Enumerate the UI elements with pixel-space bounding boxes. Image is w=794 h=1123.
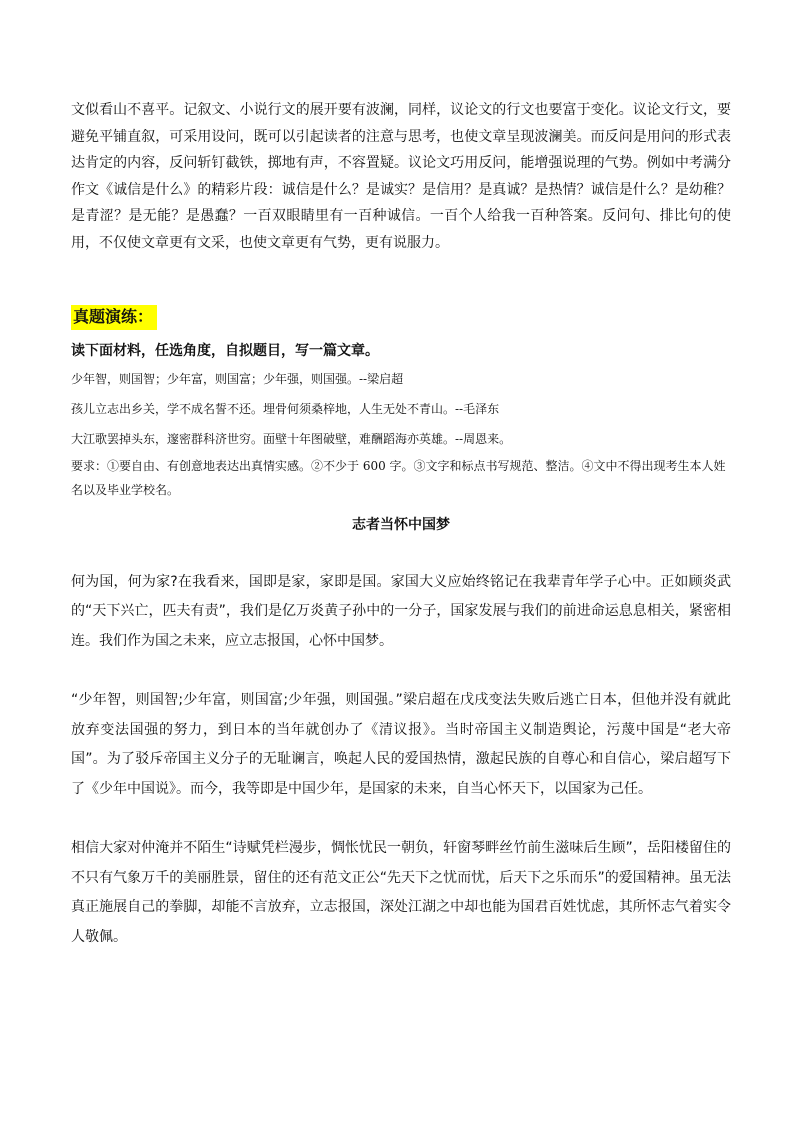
material-quote: 大江歌罢掉头东，邃密群科济世穷。面壁十年图破壁，难酬蹈海亦英雄。--周恩来。 xyxy=(71,431,512,446)
document-page xyxy=(71,97,731,952)
writing-prompt: 读下面材料，任选角度，自拟题目，写一篇文章。 xyxy=(71,342,379,359)
material-quote: 孩儿立志出乡关，学不成名誓不还。埋骨何须桑梓地，人生无处不青山。--毛泽东 xyxy=(71,401,500,416)
essay-paragraph: 何为国，何为家?在我看来，国即是家，家即是国。家国大义应始终铭记在我辈青年学子心中。正如顾炎武的“天下兴亡，匹夫有责”，我们是亿万炎黄子孙中的一分子，国家发展与我们的前进命运息息相关，紧密相连。我们作为国之未来，应立志报国，心怀中国梦。 xyxy=(71,573,731,649)
requirements: 要求：①要自由、有创意地表达出真情实感。②不少于 600 字。③文字和标点书写规范、整洁。④文中不得出现考生本人姓名以及毕业学校名。 xyxy=(71,458,726,497)
section-heading: 真题演练： xyxy=(71,305,157,330)
material-quote: 少年智，则国智；少年富，则国富；少年强，则国强。--梁启超 xyxy=(71,371,404,386)
essay-title: 志者当怀中国梦 xyxy=(352,516,450,533)
essay-paragraph: 相信大家对仲淹并不陌生“诗赋凭栏漫步，惆怅忧民一朝负，轩窗琴畔丝竹前生滋味后生顾”，岳阳楼留住的不只有气象万千的美丽胜景，留住的还有范文正公“先天下之忧而忧，后天下之乐而乐”的爱国精神。虽无法真正施展自己的拳脚，却能不言放弃，立志报国，深处江湖之中却也能为国君百姓忧虑，其所怀志气着实令人敬佩。 xyxy=(71,840,731,945)
essay-paragraph: “少年智，则国智;少年富，则国富;少年强，则国强。”梁启超在戊戌变法失败后逃亡日本，但他并没有就此放弃变法国强的努力，到日本的当年就创办了《清议报》。当时帝国主义制造舆论，污蔑中国是“老大帝国”。为了驳斥帝国主义分子的无耻谰言，唤起人民的爱国热情，激起民族的自尊心和自信心，梁启超写下了《少年中国说》。而今，我等即是中国少年，是国家的未来，自当心怀天下，以国家为己任。 xyxy=(71,692,731,797)
intro-paragraph: 文似看山不喜平。记叙文、小说行文的展开要有波澜，同样，议论文的行文也要富于变化。议论文行文，要避免平铺直叙，可采用设问，既可以引起读者的注意与思考，也使文章呈现波澜美。而反问是用问的形式表达肯定的内容，反问斩钉截铁，掷地有声，不容置疑。议论文巧用反问，能增强说理的气势。例如中考满分作文《诚信是什么》的精彩片段：诚信是什么？是诚实？是信用？是真诚？是热情？诚信是什么？是幼稚？是青涩？是无能？是愚蠢？一百双眼睛里有一百种诚信。一百个人给我一百种答案。反问句、排比句的使用，不仅使文章更有文采，也使文章更有气势，更有说服力。 xyxy=(71,102,731,251)
